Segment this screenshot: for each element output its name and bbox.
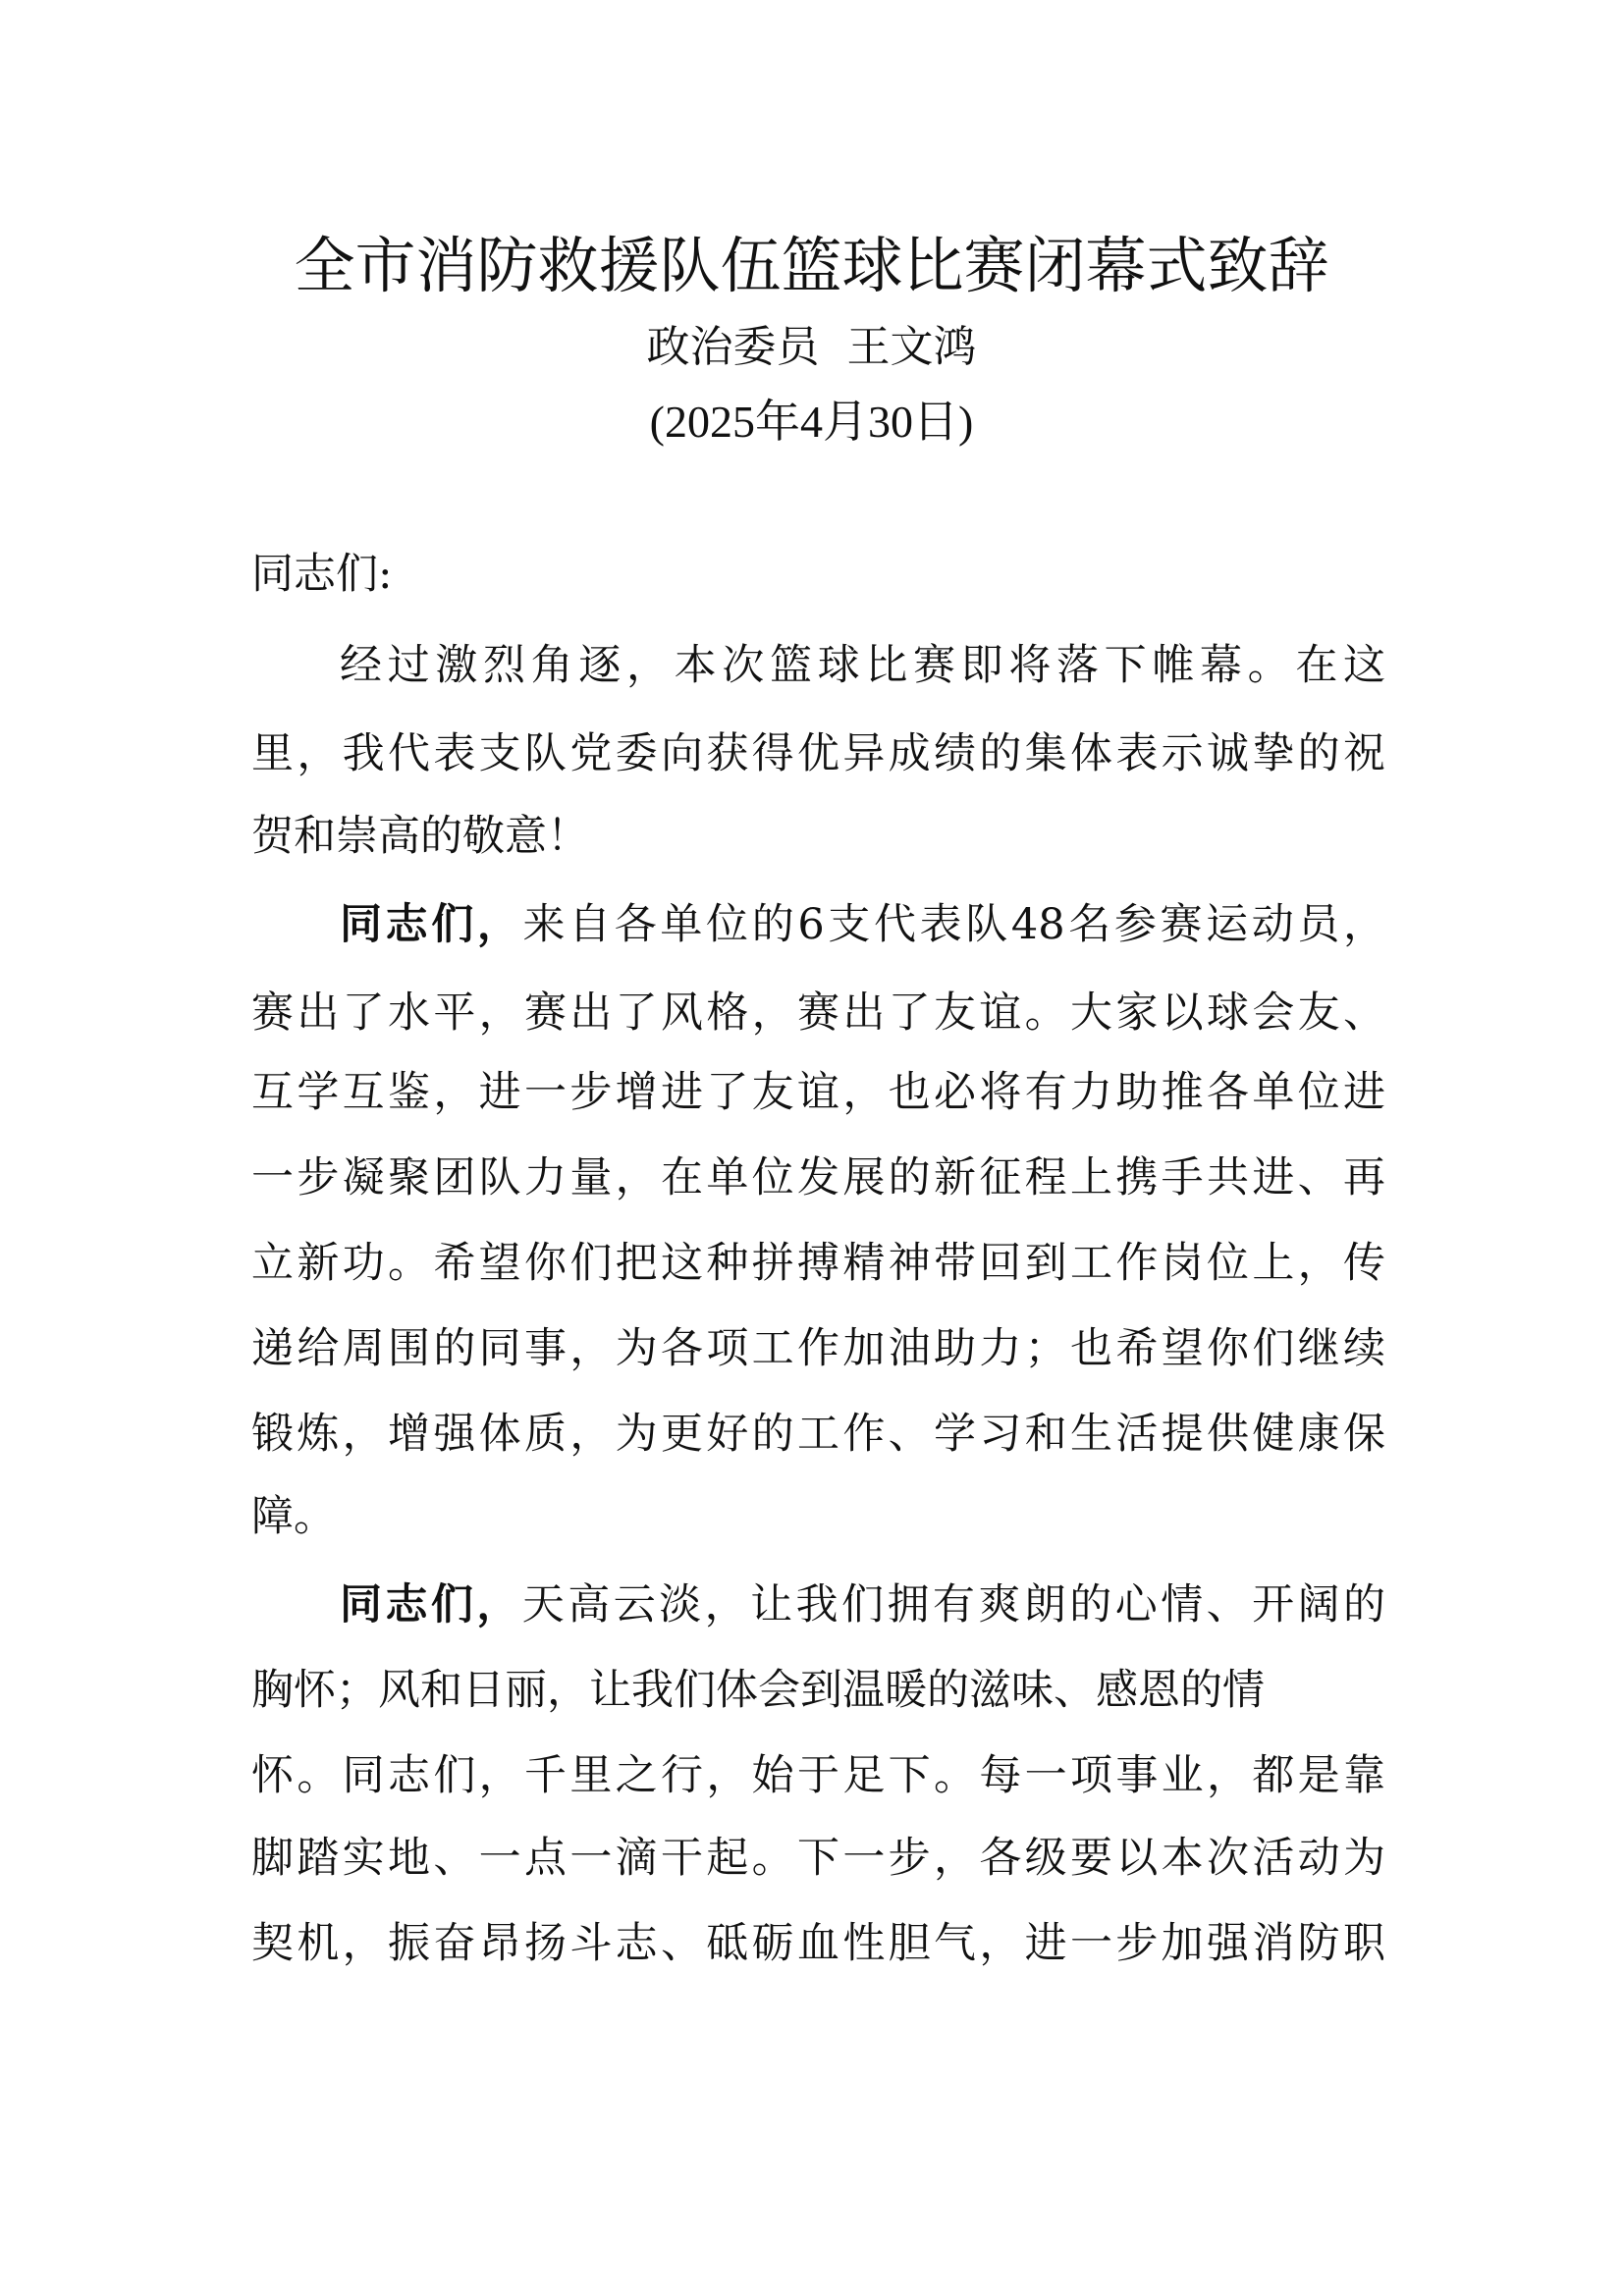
document-title: 全市消防救援队伍篮球比赛闭幕式致辞 <box>294 230 1329 301</box>
paragraph-line <box>251 1663 1385 1718</box>
paragraph-line <box>340 638 1385 693</box>
paragraph-line <box>251 1916 1385 1971</box>
line-text: 互学互鉴，进一步增进了友谊，也必将有力助推各单位进 <box>251 1068 1385 1117</box>
line-text: 贺和崇高的敬意！ <box>251 812 589 861</box>
paragraph-line <box>251 809 1385 864</box>
paragraph-line <box>251 1748 1385 1803</box>
paragraph-line <box>340 897 1385 952</box>
paragraph-line <box>251 1065 1385 1120</box>
paragraph-line <box>251 1150 1385 1205</box>
paragraph-line <box>251 1321 1385 1376</box>
paragraph-line <box>251 1236 1385 1291</box>
date-line: (2025年4月30日) <box>649 397 974 447</box>
paragraph-line <box>251 1489 1385 1544</box>
line-text: 递给周围的同事，为各项工作加油助力；也希望你们继续 <box>251 1324 1385 1373</box>
line-text: 一步凝聚团队力量，在单位发展的新征程上携手共进、再 <box>251 1153 1385 1202</box>
line-text: 胸怀；风和日丽，让我们体会到温暖的滋味、感恩的情 <box>251 1666 1265 1715</box>
line-text: 经过激烈角逐，本次篮球比赛即将落下帷幕。在这 <box>340 641 1385 690</box>
paragraph-line <box>251 726 1385 781</box>
bold-lead-text: 同志们， <box>340 1580 522 1629</box>
line-text: 脚踏实地、一点一滴干起。下一步，各级要以本次活动为 <box>251 1834 1385 1883</box>
line-text: 来自各单位的6支代表队48名参赛运动员， <box>522 900 1385 949</box>
line-text: 障。 <box>251 1492 336 1541</box>
line-text: 立新功。希望你们把这种拼搏精神带回到工作岗位上，传 <box>251 1239 1385 1288</box>
line-text: 锻炼，增强体质，为更好的工作、学习和生活提供健康保 <box>251 1410 1385 1459</box>
author-line: 政治委员 王文鸿 <box>646 322 977 372</box>
paragraph-line <box>251 986 1385 1041</box>
bold-lead-text: 同志们， <box>340 900 523 949</box>
paragraph-line <box>251 1407 1385 1462</box>
line-text: 契机，振奋昂扬斗志、砥砺血性胆气，进一步加强消防职 <box>251 1919 1385 1968</box>
line-text: 赛出了水平，赛出了风格，赛出了友谊。大家以球会友、 <box>251 988 1385 1038</box>
paragraph-line <box>340 1577 1385 1632</box>
line-text: 天高云淡，让我们拥有爽朗的心情、开阔的 <box>521 1580 1386 1629</box>
salutation: 同志们: <box>251 550 393 599</box>
line-text: 怀。同志们，千里之行，始于足下。每一项事业，都是靠 <box>251 1751 1385 1800</box>
paragraph-line <box>251 1831 1385 1886</box>
line-text: 里，我代表支队党委向获得优异成绩的集体表示诚挚的祝 <box>251 729 1385 778</box>
